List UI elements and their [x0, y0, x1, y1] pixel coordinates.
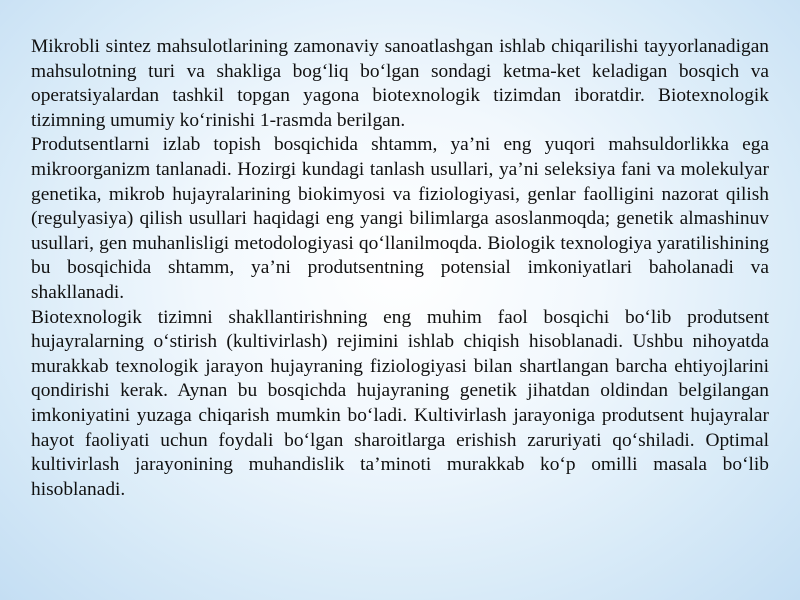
slide-text-body [31, 35, 769, 502]
paragraph-biotech-system: Mikrobli sintez mahsulotlarining zamonaviy sanoatlashgan ishlab chiqarilishi tayyorlanadigan mahsulotning turi va shakliga bog‘liq bo‘lgan sondagi ketma-ket keladigan bosqich va operatsiyalardan tashkil topgan yagona biotexnologik tizimdan iboratdir. Biotexnologik tizimning umumiy ko‘rinishi 1-rasmda berilgan. [31, 36, 769, 131]
paragraph-producer-selection: Produtsentlarni izlab topish bosqichida shtamm, ya’ni eng yuqori mahsuldorlikka ega mikroorganizm tanlanadi. Hozirgi kundagi tanlash usullari, ya’ni seleksiya fani va molekulyar genetika, mikrob hujayralarining biokimyosi va fiziologiyasi, genlar faolligini nazorat qilish (regulyasiya) qilish usullari haqidagi eng yangi bilimlarga asoslanmoqda; genetik almashinuv usullari, gen muhanlisligi metodologiyasi qo‘llanilmoqda. Biologik texnologiya yaratilishining bu bosqichida shtamm, ya’ni produtsentning potensial imkoniyatlari baholanadi va shakllanadi. [31, 134, 769, 303]
paragraph-cultivation: Biotexnologik tizimni shakllantirishning eng muhim faol bosqichi bo‘lib produtsent hujayralarning o‘stirish (kultivirlash) rejimini ishlab chiqish hisoblanadi. Ushbu nihoyatda murakkab texnologik jarayon hujayraning fiziologiyasi bilan shartlangan barcha ehtiyojlarini qondirishi kerak. Aynan bu bosqichda hujayraning genetik jihatdan oldindan belgilangan imkoniyatini yuzaga chiqarish mumkin bo‘ladi. Kultivirlash jarayoniga produtsent hujayralar hayot faoliyati uchun foydali bo‘lgan sharoitlarga erishish zaruriyati qo‘shiladi. Optimal kultivirlash jarayonining muhandislik ta’minoti murakkab ko‘p omilli masala bo‘lib hisoblanadi. [31, 306, 769, 500]
